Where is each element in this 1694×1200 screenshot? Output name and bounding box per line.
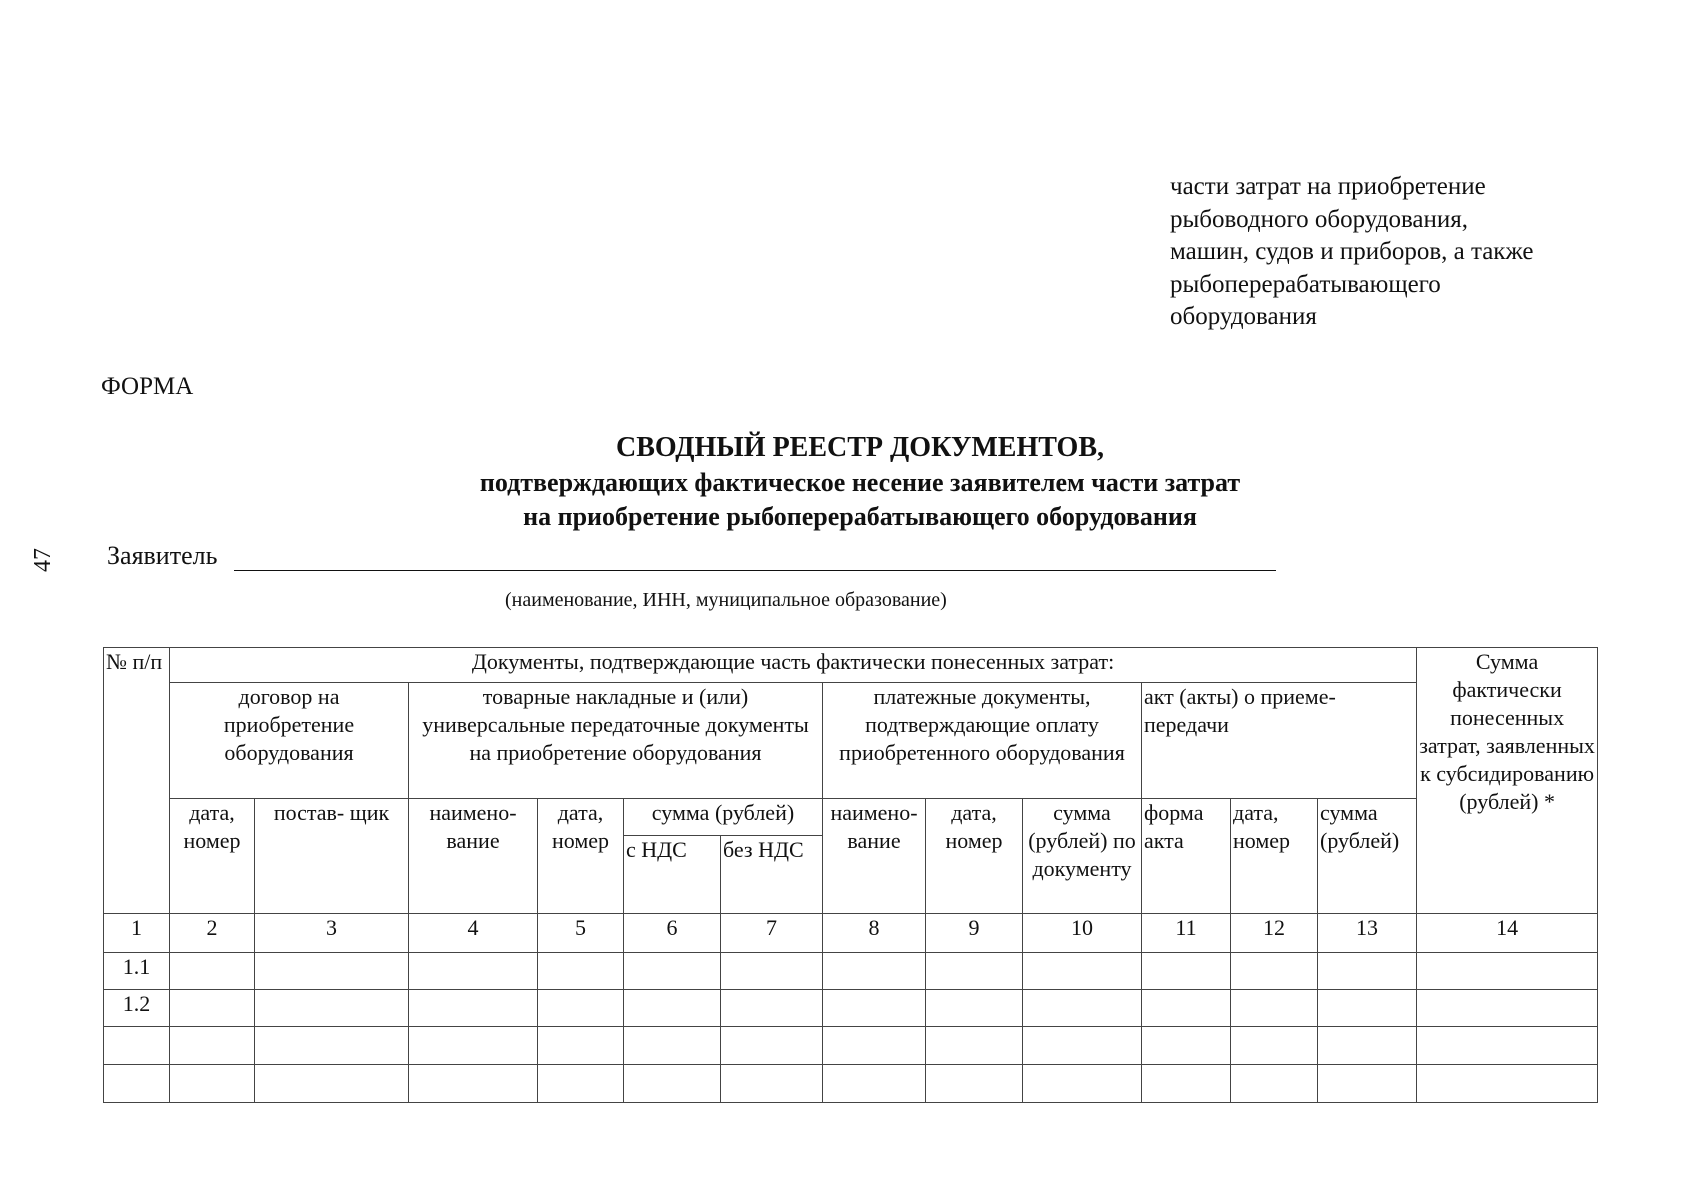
table-cell[interactable] xyxy=(1023,953,1142,990)
form-label: ФОРМА xyxy=(101,373,194,400)
annex-line: рыбоводного оборудования, xyxy=(1170,205,1469,233)
column-number: 10 xyxy=(1023,914,1142,953)
table-cell[interactable] xyxy=(104,1027,170,1065)
row-number: 1.1 xyxy=(104,953,170,990)
table-cell[interactable] xyxy=(624,953,721,990)
table-cell[interactable] xyxy=(823,953,926,990)
title-line-2: подтверждающих фактическое несение заявителем части затрат xyxy=(479,468,1241,497)
table-cell[interactable] xyxy=(823,1027,926,1065)
header-invoices: товарные накладные и (или) универсальные передаточные документы на приобретение оборудования xyxy=(409,683,823,799)
column-number: 5 xyxy=(538,914,624,953)
table-cell[interactable] xyxy=(823,990,926,1027)
table-cell[interactable] xyxy=(1023,990,1142,1027)
applicant-fill-line[interactable] xyxy=(234,570,1276,571)
table-cell[interactable] xyxy=(538,953,624,990)
column-number: 13 xyxy=(1318,914,1417,953)
title-main: СВОДНЫЙ РЕЕСТР ДОКУМЕНТОВ, xyxy=(615,432,1105,463)
table-row xyxy=(104,1027,1598,1065)
column-number-row xyxy=(104,914,1598,953)
table-row xyxy=(104,990,1598,1027)
table-cell[interactable] xyxy=(255,990,409,1027)
table-cell[interactable] xyxy=(926,990,1023,1027)
header-contract-date: дата, номер xyxy=(170,799,255,914)
table-cell[interactable] xyxy=(926,953,1023,990)
column-number: 9 xyxy=(926,914,1023,953)
table-cell[interactable] xyxy=(409,953,538,990)
table-row xyxy=(104,1065,1598,1103)
table-cell[interactable] xyxy=(721,1027,823,1065)
header-act-form: форма акта xyxy=(1142,799,1231,914)
column-number: 12 xyxy=(1231,914,1318,953)
table-cell[interactable] xyxy=(1142,1065,1231,1103)
table-cell[interactable] xyxy=(409,990,538,1027)
table-cell[interactable] xyxy=(1417,990,1598,1027)
header-invoice-name: наимено- вание xyxy=(409,799,538,914)
table-row xyxy=(104,953,1598,990)
column-number: 3 xyxy=(255,914,409,953)
annex-reference xyxy=(1170,171,1640,334)
table-cell[interactable] xyxy=(255,1027,409,1065)
table-cell[interactable] xyxy=(1231,953,1318,990)
registry-table xyxy=(103,647,1598,1103)
header-payments: платежные документы, подтверждающие оплату приобретенного оборудования xyxy=(823,683,1142,799)
header-contract: договор на приобретение оборудования xyxy=(170,683,409,799)
table-cell[interactable] xyxy=(255,1065,409,1103)
column-number: 4 xyxy=(409,914,538,953)
column-number: 2 xyxy=(170,914,255,953)
header-supplier: постав- щик xyxy=(255,799,409,914)
header-acts: акт (акты) о приеме-передачи xyxy=(1142,683,1417,799)
table-cell[interactable] xyxy=(170,953,255,990)
header-invoice-sum: сумма (рублей) xyxy=(624,799,823,836)
column-number: 14 xyxy=(1417,914,1598,953)
document-title xyxy=(340,430,1380,534)
table-cell[interactable] xyxy=(624,1027,721,1065)
table-cell[interactable] xyxy=(1318,1065,1417,1103)
table-cell[interactable] xyxy=(721,953,823,990)
applicant-hint: (наименование, ИНН, муниципальное образование) xyxy=(505,589,947,611)
table-cell[interactable] xyxy=(1142,953,1231,990)
header-documents: Документы, подтверждающие часть фактически понесенных затрат: xyxy=(170,648,1417,683)
column-number: 1 xyxy=(104,914,170,953)
header-payment-sum: сумма (рублей) по документу xyxy=(1023,799,1142,914)
column-number: 8 xyxy=(823,914,926,953)
header-payment-date: дата, номер xyxy=(926,799,1023,914)
table-cell[interactable] xyxy=(1417,1065,1598,1103)
table-cell[interactable] xyxy=(624,1065,721,1103)
column-number: 7 xyxy=(721,914,823,953)
table-cell[interactable] xyxy=(1231,1027,1318,1065)
table-cell[interactable] xyxy=(170,990,255,1027)
table-cell[interactable] xyxy=(1318,953,1417,990)
table-cell[interactable] xyxy=(1318,990,1417,1027)
header-invoice-date: дата, номер xyxy=(538,799,624,914)
table-cell[interactable] xyxy=(538,990,624,1027)
table-cell[interactable] xyxy=(926,1065,1023,1103)
row-number: 1.2 xyxy=(104,990,170,1027)
table-cell[interactable] xyxy=(409,1027,538,1065)
table-cell[interactable] xyxy=(409,1065,538,1103)
table-cell[interactable] xyxy=(1142,990,1231,1027)
table-cell[interactable] xyxy=(255,953,409,990)
header-payment-name: наимено- вание xyxy=(823,799,926,914)
table-cell[interactable] xyxy=(624,990,721,1027)
table-cell[interactable] xyxy=(1417,1027,1598,1065)
applicant-label: Заявитель xyxy=(107,541,218,570)
table-cell[interactable] xyxy=(1318,1027,1417,1065)
annex-line: оборудования xyxy=(1170,303,1317,330)
column-number: 6 xyxy=(624,914,721,953)
column-number: 11 xyxy=(1142,914,1231,953)
header-act-date: дата, номер xyxy=(1231,799,1318,914)
header-act-sum: сумма (рублей) xyxy=(1318,799,1417,914)
table-cell[interactable] xyxy=(926,1027,1023,1065)
table-cell[interactable] xyxy=(1023,1027,1142,1065)
table-cell[interactable] xyxy=(170,1065,255,1103)
annex-line: машин, судов и приборов, а также xyxy=(1170,238,1534,265)
table-cell[interactable] xyxy=(1231,1065,1318,1103)
table-cell[interactable] xyxy=(721,1065,823,1103)
table-cell[interactable] xyxy=(1142,1027,1231,1065)
table-cell[interactable] xyxy=(104,1065,170,1103)
table-cell[interactable] xyxy=(1023,1065,1142,1103)
table-cell[interactable] xyxy=(1417,953,1598,990)
annex-line: рыбоперерабатывающего xyxy=(1170,270,1441,298)
annex-line: части затрат на приобретение xyxy=(1170,173,1486,200)
table-cell[interactable] xyxy=(721,990,823,1027)
title-line-3: на приобретение рыбоперерабатывающего оборудования xyxy=(523,502,1197,531)
header-total-sum: Сумма фактически понесенных затрат, заявленных к субсидированию (рублей) * xyxy=(1417,648,1598,914)
table-cell[interactable] xyxy=(538,1065,624,1103)
table-cell[interactable] xyxy=(170,1027,255,1065)
table-cell[interactable] xyxy=(823,1065,926,1103)
table-cell[interactable] xyxy=(1231,990,1318,1027)
header-without-vat: без НДС xyxy=(721,836,823,914)
header-with-vat: с НДС xyxy=(624,836,721,914)
header-number: № п/п xyxy=(104,648,170,914)
page-number: 47 xyxy=(30,548,56,572)
table-cell[interactable] xyxy=(538,1027,624,1065)
